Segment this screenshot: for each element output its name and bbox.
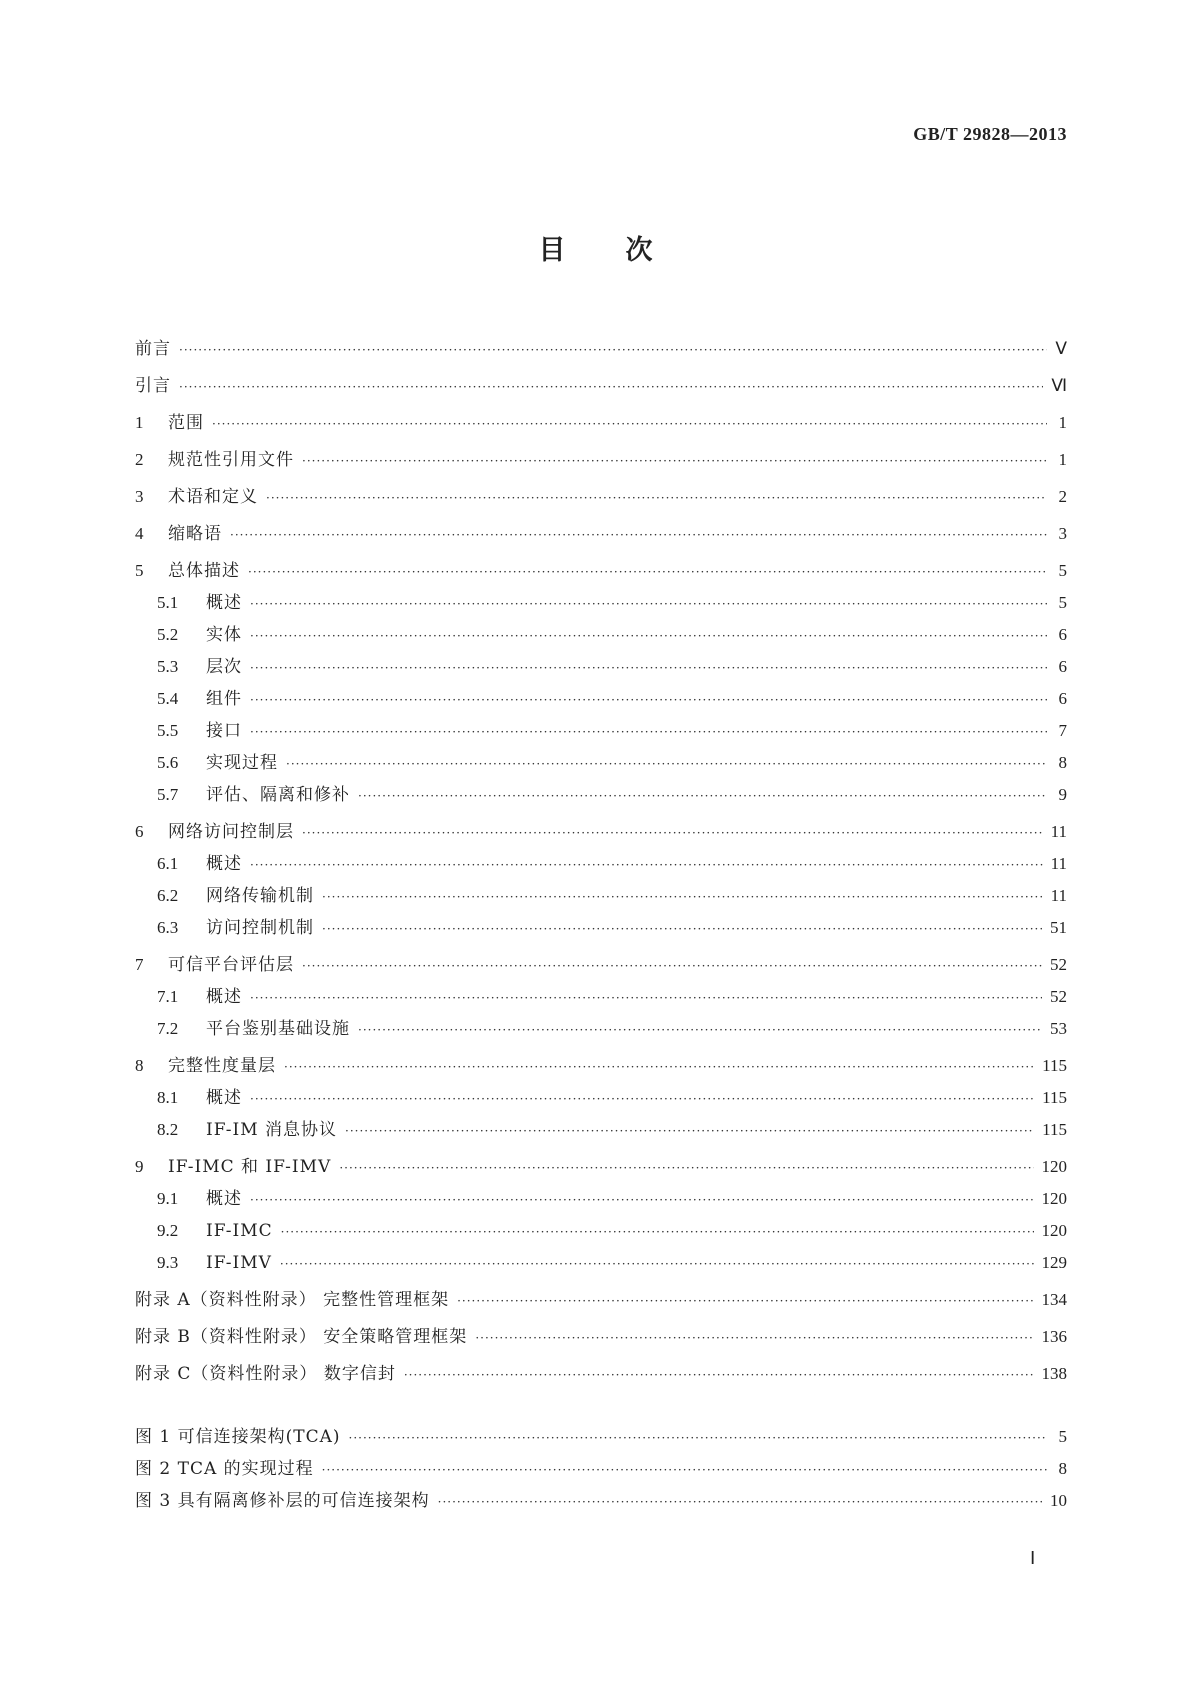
toc-entry-number: 5.7 <box>157 785 179 804</box>
toc-entry[interactable] <box>135 1013 1067 1045</box>
dot-leader <box>179 371 1043 403</box>
toc-entry[interactable] <box>135 1183 1067 1215</box>
toc-entry-label: 概述 <box>206 1189 242 1209</box>
toc-entry[interactable] <box>135 555 1067 587</box>
toc-entry-label: 术语和定义 <box>168 487 258 507</box>
toc-entry-label: 层次 <box>206 657 242 677</box>
toc-entry-label: 实体 <box>206 625 242 645</box>
toc-entry[interactable] <box>135 1247 1067 1279</box>
toc-entry-page: 136 <box>1041 1327 1067 1346</box>
dot-leader <box>438 1486 1042 1518</box>
toc-entry[interactable] <box>135 981 1067 1013</box>
toc-entry-number: 8.1 <box>157 1088 179 1107</box>
toc-entry-number: 5.6 <box>157 753 179 772</box>
toc-entry[interactable] <box>135 651 1067 683</box>
dot-leader <box>284 1051 1034 1083</box>
toc-entry-label: 评估、隔离和修补 <box>206 785 350 805</box>
dot-leader <box>286 748 1047 780</box>
toc-entry-page: 8 <box>1058 753 1067 772</box>
figure-entry-label: 图 2 TCA 的实现过程 <box>135 1459 314 1479</box>
dot-leader <box>322 913 1042 945</box>
toc-entry[interactable] <box>135 1050 1067 1082</box>
toc-entry-label: 总体描述 <box>168 561 240 581</box>
toc-entry-number: 9.1 <box>157 1189 179 1208</box>
title-char: 次 <box>625 235 653 266</box>
dot-leader <box>404 1359 1034 1391</box>
toc-entry-page: 6 <box>1058 689 1067 708</box>
toc-entry[interactable] <box>135 1321 1067 1353</box>
toc-entry-label: IF-IMC <box>206 1221 273 1241</box>
toc-entry-page: 3 <box>1058 524 1067 543</box>
toc-entry-page: 11 <box>1050 822 1067 841</box>
toc-entry-number: 5.2 <box>157 625 179 644</box>
standard-number: GB/T 29828—2013 <box>913 124 1067 144</box>
toc-entry-page: 138 <box>1041 1364 1067 1383</box>
dot-leader <box>250 1083 1034 1115</box>
dot-leader <box>302 445 1047 477</box>
dot-leader <box>230 519 1047 551</box>
toc-entry-label: 缩略语 <box>168 524 222 544</box>
toc-entry-number: 7.2 <box>157 1019 179 1038</box>
toc-entry-number: 5.5 <box>157 721 179 740</box>
toc-entry[interactable] <box>135 518 1067 550</box>
toc-entry-page: 129 <box>1041 1253 1067 1272</box>
toc-entry-page: 2 <box>1058 487 1067 506</box>
toc-entry-page: 134 <box>1041 1290 1067 1309</box>
toc-entry[interactable] <box>135 444 1067 476</box>
dot-leader <box>475 1322 1033 1354</box>
dot-leader <box>280 1248 1034 1280</box>
toc-entry-label: 网络访问控制层 <box>168 822 294 842</box>
toc-entry-page: 120 <box>1041 1189 1067 1208</box>
toc-entry-label: IF-IM 消息协议 <box>206 1120 338 1140</box>
toc-entry-label: 范围 <box>168 413 204 433</box>
toc-entry-number: 4 <box>135 524 144 543</box>
toc-entry-label: 引言 <box>135 376 171 396</box>
toc-entry-label: 概述 <box>206 854 242 874</box>
toc-entry-label: IF-IMV <box>206 1253 272 1273</box>
toc-entry-number: 3 <box>135 487 144 506</box>
toc-entry-label: 完整性度量层 <box>168 1056 276 1076</box>
toc-entry[interactable] <box>135 848 1067 880</box>
toc-entry-label: IF-IMC 和 IF-IMV <box>168 1157 332 1177</box>
figure-entry-page: 8 <box>1058 1459 1067 1478</box>
toc-entry-page: 1 <box>1058 413 1067 432</box>
toc-entry[interactable] <box>135 407 1067 439</box>
dot-leader <box>266 482 1047 514</box>
page-number: Ⅰ <box>1030 1548 1036 1568</box>
toc-entry-page: 120 <box>1041 1157 1067 1176</box>
toc-entry-page: 11 <box>1050 854 1067 873</box>
toc-entry-page: 52 <box>1050 987 1067 1006</box>
toc-entry[interactable] <box>135 747 1067 779</box>
dot-leader <box>302 817 1043 849</box>
toc-entry[interactable] <box>135 333 1067 365</box>
table-of-contents <box>135 328 1067 1517</box>
toc-entry-number: 5 <box>135 561 144 580</box>
toc-entry-label: 附录 A（资料性附录） 完整性管理框架 <box>135 1290 450 1310</box>
toc-entry-number: 5.4 <box>157 689 179 708</box>
dot-leader <box>250 1184 1034 1216</box>
dot-leader <box>212 408 1047 440</box>
toc-entry[interactable] <box>135 949 1067 981</box>
toc-entry-page: 1 <box>1058 450 1067 469</box>
toc-entry-number: 9.2 <box>157 1221 179 1240</box>
figure-entry[interactable] <box>135 1485 1067 1517</box>
dot-leader <box>358 780 1047 812</box>
dot-leader <box>248 556 1047 588</box>
toc-entry-number: 6.2 <box>157 886 179 905</box>
toc-entry-number: 6.1 <box>157 854 179 873</box>
toc-entry[interactable] <box>135 587 1067 619</box>
toc-entry[interactable] <box>135 880 1067 912</box>
dot-leader <box>345 1115 1034 1147</box>
toc-entry-number: 1 <box>135 413 144 432</box>
dot-leader <box>322 881 1043 913</box>
toc-entry-label: 概述 <box>206 593 242 613</box>
dot-leader <box>250 982 1042 1014</box>
toc-entry-page: Ⅵ <box>1051 376 1067 395</box>
toc-entry-label: 平台鉴别基础设施 <box>206 1019 350 1039</box>
dot-leader <box>250 684 1047 716</box>
dot-leader <box>250 716 1047 748</box>
toc-entry[interactable] <box>135 816 1067 848</box>
toc-entry-page: 115 <box>1042 1088 1067 1107</box>
toc-entry-label: 附录 B（资料性附录） 安全策略管理框架 <box>135 1327 468 1347</box>
dot-leader <box>322 1454 1047 1486</box>
toc-entry-number: 9.3 <box>157 1253 179 1272</box>
dot-leader <box>250 620 1047 652</box>
toc-entry-label: 接口 <box>206 721 242 741</box>
page-title <box>0 228 1191 267</box>
toc-entry-label: 组件 <box>206 689 242 709</box>
figure-entry-label: 图 3 具有隔离修补层的可信连接架构 <box>135 1491 430 1511</box>
toc-entry-label: 访问控制机制 <box>206 918 314 938</box>
dot-leader <box>250 588 1047 620</box>
toc-entry[interactable] <box>135 1358 1067 1390</box>
toc-entry[interactable] <box>135 1082 1067 1114</box>
toc-entry[interactable] <box>135 1284 1067 1316</box>
dot-leader <box>358 1014 1042 1046</box>
toc-entry-label: 网络传输机制 <box>206 886 314 906</box>
toc-entry-number: 8.2 <box>157 1120 179 1139</box>
toc-entry-page: 52 <box>1050 955 1067 974</box>
toc-entry-number: 7.1 <box>157 987 179 1006</box>
toc-entry[interactable] <box>135 370 1067 402</box>
toc-entry[interactable] <box>135 683 1067 715</box>
toc-entry-page: 51 <box>1050 918 1067 937</box>
title-char: 目 <box>538 235 566 266</box>
toc-entry-page: 120 <box>1041 1221 1067 1240</box>
toc-entry-page: 53 <box>1050 1019 1067 1038</box>
figure-entry-page: 10 <box>1050 1491 1067 1510</box>
toc-entry-number: 5.3 <box>157 657 179 676</box>
toc-entry-number: 2 <box>135 450 144 469</box>
dot-leader <box>250 652 1047 684</box>
toc-entry-page: 115 <box>1042 1056 1067 1075</box>
figure-entry[interactable] <box>135 1453 1067 1485</box>
dot-leader <box>302 950 1042 982</box>
toc-entry-label: 附录 C（资料性附录） 数字信封 <box>135 1364 396 1384</box>
toc-entry[interactable] <box>135 1215 1067 1247</box>
dot-leader <box>281 1216 1034 1248</box>
toc-entry-page: 9 <box>1058 785 1067 804</box>
dot-leader <box>179 334 1047 366</box>
toc-entry[interactable] <box>135 779 1067 811</box>
toc-entry-page: 5 <box>1058 593 1067 612</box>
toc-entry-label: 可信平台评估层 <box>168 955 294 975</box>
toc-entry[interactable] <box>135 1114 1067 1146</box>
toc-entry[interactable] <box>135 912 1067 944</box>
toc-entry[interactable] <box>135 1151 1067 1183</box>
toc-entry-page: 5 <box>1058 561 1067 580</box>
toc-entry-label: 实现过程 <box>206 753 278 773</box>
toc-entry-label: 概述 <box>206 1088 242 1108</box>
toc-entry-number: 6.3 <box>157 918 179 937</box>
figure-entry-label: 图 1 可信连接架构(TCA) <box>135 1427 341 1447</box>
toc-entry-number: 8 <box>135 1056 144 1075</box>
toc-entry-page: 11 <box>1050 886 1067 905</box>
toc-entry-number: 6 <box>135 822 144 841</box>
dot-leader <box>457 1285 1033 1317</box>
toc-entry-page: 6 <box>1058 625 1067 644</box>
toc-entry-number: 5.1 <box>157 593 179 612</box>
toc-entry-page: 6 <box>1058 657 1067 676</box>
toc-entry-page: 7 <box>1058 721 1067 740</box>
toc-entry[interactable] <box>135 715 1067 747</box>
toc-entry-number: 9 <box>135 1157 144 1176</box>
toc-entry[interactable] <box>135 619 1067 651</box>
dot-leader <box>339 1152 1033 1184</box>
dot-leader <box>349 1422 1047 1454</box>
toc-entry-label: 概述 <box>206 987 242 1007</box>
figure-entry[interactable] <box>135 1421 1067 1453</box>
toc-entry-label: 规范性引用文件 <box>168 450 294 470</box>
toc-entry-page: 115 <box>1042 1120 1067 1139</box>
dot-leader <box>250 849 1043 881</box>
toc-entry-page: Ⅴ <box>1055 339 1067 358</box>
figure-entry-page: 5 <box>1058 1427 1067 1446</box>
toc-entry[interactable] <box>135 481 1067 513</box>
toc-entry-label: 前言 <box>135 339 171 359</box>
toc-entry-number: 7 <box>135 955 144 974</box>
